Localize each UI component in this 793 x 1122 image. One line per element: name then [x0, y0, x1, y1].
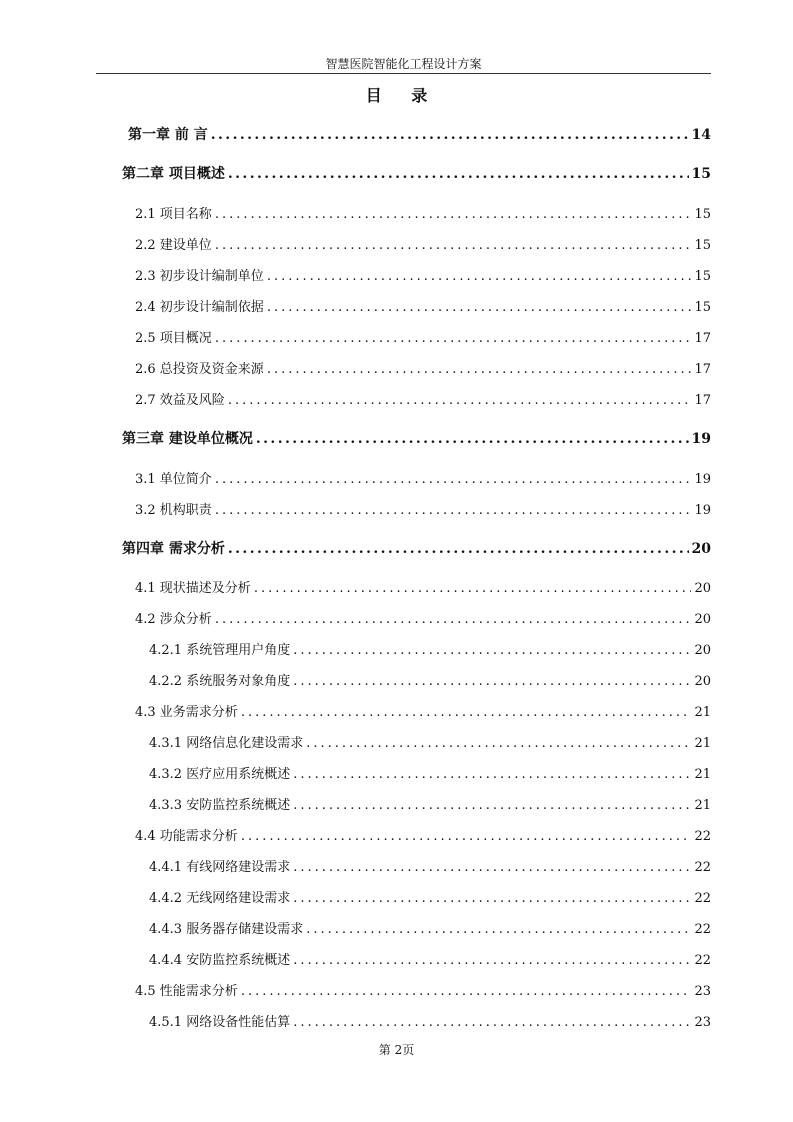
toc-entry-page: 22 [694, 891, 711, 906]
toc-entry-label: 4.2.1 系统管理用户角度 [149, 643, 291, 658]
toc-leader-dots [241, 705, 692, 720]
toc-leader-dots [254, 581, 692, 596]
toc-entry-page: 19 [694, 472, 711, 487]
toc-entry-subsection[interactable] [149, 670, 711, 689]
toc-entry-section[interactable] [135, 234, 711, 253]
toc-entry-page: 22 [694, 829, 711, 844]
toc-entry-label: 4.4.2 无线网络建设需求 [149, 891, 291, 906]
toc-entry-label: 4.1 现状描述及分析 [135, 581, 251, 596]
toc-entry-page: 14 [691, 127, 711, 143]
toc-entry-page: 21 [694, 798, 711, 813]
page-number-footer: 第 2页 [378, 1043, 415, 1057]
toc-entry-section[interactable] [135, 358, 711, 377]
toc-entry-page: 17 [694, 362, 711, 377]
toc-entry-page: 15 [691, 166, 711, 182]
toc-entry-label: 第三章 建设单位概况 [122, 431, 253, 447]
toc-leader-dots [267, 269, 692, 284]
toc-leader-dots [215, 612, 692, 627]
toc-leader-dots [241, 829, 692, 844]
toc-entry-label: 4.3.1 网络信息化建设需求 [149, 736, 304, 751]
toc-entry-subsection[interactable] [149, 732, 711, 751]
toc-entry-section[interactable] [135, 468, 711, 487]
toc-leader-dots [293, 953, 691, 968]
toc-entry-page: 15 [694, 300, 711, 315]
toc-leader-dots [241, 984, 692, 999]
toc-leader-dots [306, 922, 691, 937]
toc-entry-label: 3.1 单位简介 [135, 472, 212, 487]
toc-leader-dots [306, 736, 691, 751]
toc-entry-section[interactable] [135, 327, 711, 346]
toc-entry-page: 15 [694, 207, 711, 222]
toc-leader-dots [215, 472, 692, 487]
toc-entry-section[interactable] [135, 499, 711, 518]
toc-entry-label: 4.3.3 安防监控系统概述 [149, 798, 291, 813]
toc-leader-dots [293, 643, 691, 658]
toc-entry-page: 20 [691, 541, 711, 557]
toc-leader-dots [228, 393, 692, 408]
toc-entry-page: 21 [694, 767, 711, 782]
toc-entry-section[interactable] [135, 296, 711, 315]
toc-entry-section[interactable] [135, 203, 711, 222]
toc-leader-dots [215, 331, 692, 346]
toc-entry-label: 4.4 功能需求分析 [135, 829, 238, 844]
toc-entry-label: 第四章 需求分析 [122, 541, 225, 557]
toc-entry-page: 19 [694, 503, 711, 518]
toc-entry-label: 4.2.2 系统服务对象角度 [149, 674, 291, 689]
toc-entry-subsection[interactable] [149, 887, 711, 906]
toc-entry-section[interactable] [135, 701, 711, 720]
toc-leader-dots [267, 362, 692, 377]
toc-entry-label: 2.2 建设单位 [135, 238, 212, 253]
toc-entry-page: 15 [694, 238, 711, 253]
toc-entry-section[interactable] [135, 577, 711, 596]
toc-entry-page: 23 [694, 1015, 711, 1030]
toc-entry-page: 22 [694, 953, 711, 968]
toc-leader-dots [267, 300, 692, 315]
toc-entry-page: 23 [694, 984, 711, 999]
toc-entry-page: 21 [694, 736, 711, 751]
toc-entry-page: 20 [694, 612, 711, 627]
header-rule [96, 73, 711, 74]
toc-entry-page: 17 [694, 393, 711, 408]
toc-entry-label: 2.6 总投资及资金来源 [135, 362, 264, 377]
toc-entry-section[interactable] [135, 608, 711, 627]
toc-leader-dots [293, 1015, 691, 1030]
toc-entry-subsection[interactable] [149, 763, 711, 782]
toc-title: 目 录 [365, 86, 440, 105]
toc-entry-chapter-3[interactable] [122, 428, 711, 448]
running-header: 智慧医院智能化工程设计方案 [325, 57, 482, 71]
toc-leader-dots [228, 541, 689, 557]
toc-entry-subsection[interactable] [149, 949, 711, 968]
toc-entry-subsection[interactable] [149, 1011, 711, 1030]
toc-entry-label: 2.5 项目概况 [135, 331, 212, 346]
toc-leader-dots [293, 767, 691, 782]
toc-entry-page: 21 [694, 705, 711, 720]
toc-entry-label: 4.5 性能需求分析 [135, 984, 238, 999]
toc-entry-label: 3.2 机构职责 [135, 503, 212, 518]
toc-entry-page: 19 [691, 431, 711, 447]
toc-leader-dots [215, 503, 692, 518]
toc-leader-dots [293, 860, 691, 875]
toc-entry-label: 4.4.3 服务器存储建设需求 [149, 922, 304, 937]
toc-entry-label: 第二章 项目概述 [122, 166, 225, 182]
toc-entry-chapter-2[interactable] [122, 163, 711, 183]
toc-entry-label: 2.7 效益及风险 [135, 393, 225, 408]
toc-entry-page: 20 [694, 581, 711, 596]
toc-entry-label: 4.5.1 网络设备性能估算 [149, 1015, 291, 1030]
toc-leader-dots [215, 207, 692, 222]
toc-entry-label: 4.4.4 安防监控系统概述 [149, 953, 291, 968]
toc-leader-dots [215, 238, 692, 253]
toc-entry-section[interactable] [135, 389, 711, 408]
toc-leader-dots [228, 166, 689, 182]
toc-entry-chapter-4[interactable] [122, 538, 711, 558]
toc-entry-section[interactable] [135, 980, 711, 999]
toc-entry-subsection[interactable] [149, 856, 711, 875]
toc-entry-page: 20 [694, 643, 711, 658]
toc-entry-label: 4.3 业务需求分析 [135, 705, 238, 720]
toc-entry-label: 2.3 初步设计编制单位 [135, 269, 264, 284]
toc-entry-label: 2.4 初步设计编制依据 [135, 300, 264, 315]
toc-leader-dots [211, 127, 689, 143]
toc-entry-subsection[interactable] [149, 639, 711, 658]
toc-entry-section[interactable] [135, 265, 711, 284]
toc-entry-label: 4.4.1 有线网络建设需求 [149, 860, 291, 875]
toc-leader-dots [293, 674, 691, 689]
toc-leader-dots [293, 798, 691, 813]
toc-entry-subsection[interactable] [149, 918, 711, 937]
toc-entry-page: 20 [694, 674, 711, 689]
toc-entry-label: 第一章 前 言 [128, 127, 208, 143]
toc-entry-label: 4.2 涉众分析 [135, 612, 212, 627]
toc-entry-label: 2.1 项目名称 [135, 207, 212, 222]
toc-leader-dots [256, 431, 689, 447]
toc-entry-page: 22 [694, 922, 711, 937]
toc-leader-dots [293, 891, 691, 906]
toc-entry-chapter-1[interactable] [128, 124, 711, 144]
toc-entry-label: 4.3.2 医疗应用系统概述 [149, 767, 291, 782]
toc-entry-subsection[interactable] [149, 794, 711, 813]
toc-entry-page: 22 [694, 860, 711, 875]
toc-entry-page: 15 [694, 269, 711, 284]
toc-entry-page: 17 [694, 331, 711, 346]
toc-entry-section[interactable] [135, 825, 711, 844]
